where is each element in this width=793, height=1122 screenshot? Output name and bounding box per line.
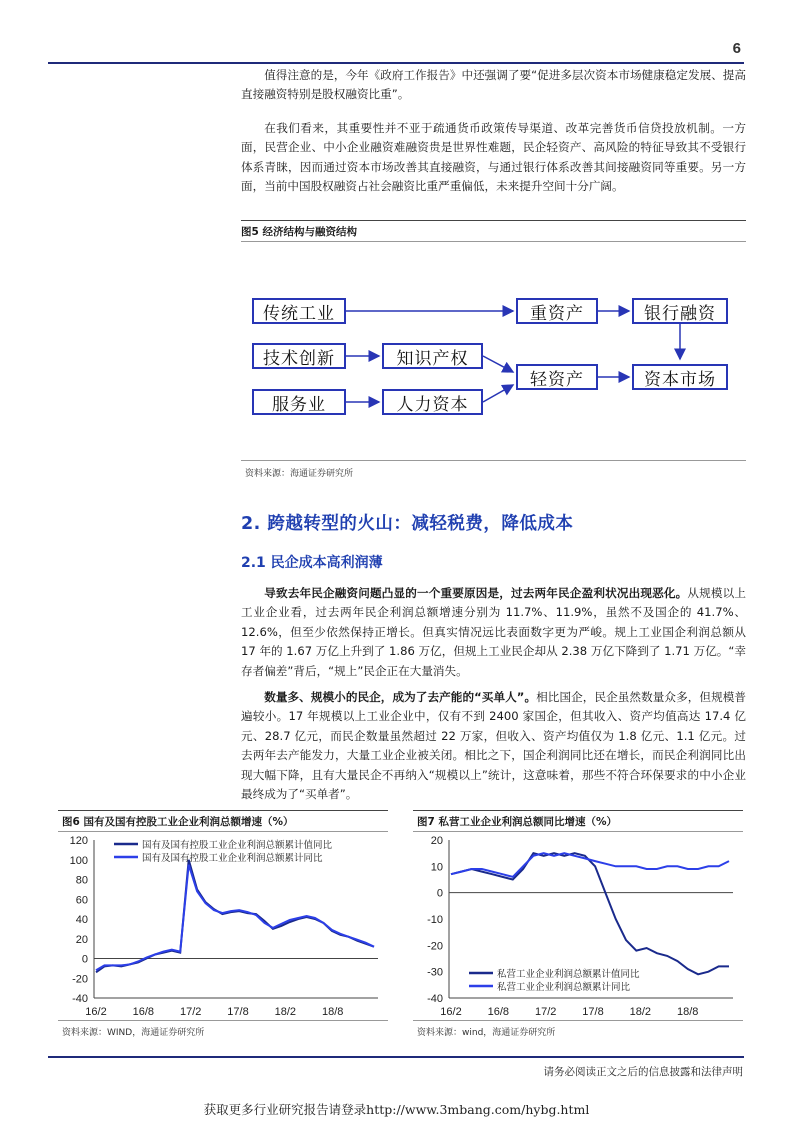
figure6-source: 资料来源：WIND，海通证券研究所 [62,1028,205,1038]
node-capital-market: 资本市场 [632,364,728,390]
figure7-chart [413,832,743,1020]
chart6-series-0 [96,860,374,973]
figure6-title: 图6 国有及国有控股工业企业利润总额增速（%） [62,816,294,828]
paragraph-3-lead: 导致去年民企融资问题凸显的一个重要原因是，过去两年民企盈利状况出现恶化。 [264,586,688,600]
chart6-xtick-5: 18/8 [321,1006,344,1018]
paragraph-3-body: 从规模以上工业企业看，过去两年民企利润总额增速分别为 11.7%、11.9%，虽然不及国企的 41.7%、12.6%，但至少依然保持正增长。但真实情况远比表面数字更为严峻。规上工业国企利润总额从 17 年的 1.67 万亿上升到了 1.86 万亿，但规上工业民企却从 2.38 万亿下降到了 1.71 万亿。“幸存者偏差”背后，“规上”民企正在大量消失。 [241,586,746,678]
chart6-xtick-1: 16/8 [132,1006,155,1018]
chart6-ytick-7: -20 [72,973,88,986]
chart6-xtick-3: 17/8 [227,1006,249,1018]
chart6-xtick-2: 17/2 [179,1006,202,1018]
chart7-ytick-1: 10 [430,861,443,874]
chart6-ytick-6: 0 [81,953,88,966]
chart7-ytick-4: -20 [427,940,443,953]
node-intellectual-property: 知识产权 [382,343,483,369]
page-number: 6 [732,40,741,57]
chart7-ytick-5: -30 [427,966,443,979]
chart6-ytick-0: 120 [69,835,88,847]
arrow-human-light [483,385,513,402]
chart7-ytick-3: -10 [427,914,443,926]
figure7-bottom-rule [413,1020,743,1021]
chart6-ytick-1: 100 [69,854,88,867]
chart6-ytick-3: 60 [75,894,88,907]
footer-rule [48,1056,744,1058]
chart7-xtick-1: 16/8 [487,1006,510,1018]
chart7-legend-label-0: 私营工业企业利润总额累计值同比 [497,969,640,980]
chart7-ytick-0: 20 [430,835,443,847]
paragraph-3 [241,584,746,681]
figure7-source: 资料来源：wind，海通证券研究所 [417,1028,556,1038]
chart7-xtick-2: 17/2 [534,1006,557,1018]
chart7-xtick-4: 18/2 [629,1006,652,1018]
node-human-capital: 人力资本 [382,389,483,415]
chart6-ytick-2: 80 [75,874,88,887]
chart7-xtick-5: 18/8 [676,1006,699,1018]
chart7-xtick-0: 16/2 [440,1006,462,1018]
section-2-title: 2. 跨越转型的火山：减轻税费，降低成本 [241,514,574,534]
figure7-title: 图7 私营工业企业利润总额同比增速（%） [417,816,617,828]
node-traditional-industry: 传统工业 [252,298,346,324]
chart6-xtick-4: 18/2 [274,1006,297,1018]
figure6-bottom-rule [58,1020,388,1021]
figure5-bottom-rule [241,460,746,461]
paragraph-4 [241,688,746,804]
figure5-title: 图5 经济结构与融资结构 [241,226,357,238]
chart7-legend-label-1: 私营工业企业利润总额累计同比 [497,982,631,993]
footer-disclaimer: 请务必阅读正文之后的信息披露和法律声明 [543,1066,743,1078]
chart6-ytick-5: 20 [75,933,88,946]
arrow-ip-light [483,356,513,372]
chart7-xtick-3: 17/8 [582,1006,604,1018]
chart6-legend-label-0: 国有及国有控股工业企业利润总额累计值同比 [142,840,333,851]
chart7-ytick-2: 0 [436,887,443,900]
figure6-top-rule [58,810,388,811]
chart6-series-1 [96,865,374,971]
figure5-source: 资料来源：海通证券研究所 [245,469,354,479]
chart6-ytick-4: 40 [75,914,88,926]
paragraph-2: 在我们看来，其重要性并不亚于疏通货币政策传导渠道、改革完善货币信贷投放机制。一方面，民营企业、中小企业融资难融资贵是世界性难题，民企轻资产、高风险的特征导致其不受银行体系青睐，因而通过资本市场改善其直接融资，与通过银行体系改善其间接融资同等重要。另一方面，当前中国股权融资占社会融资比重严重偏低，未来提升空间十分广阔。 [241,121,746,194]
node-tech-innovation: 技术创新 [252,343,346,369]
chart7-ytick-6: -40 [427,993,443,1005]
figure7-top-rule [413,810,743,811]
node-bank-financing: 银行融资 [632,298,728,324]
chart6-legend-label-1: 国有及国有控股工业企业利润总额累计同比 [142,853,323,864]
section-2-1-title: 2.1 民企成本高利润薄 [241,555,383,571]
node-light-asset: 轻资产 [516,364,598,390]
chart6-ytick-8: -40 [72,993,88,1005]
bottom-link[interactable]: 获取更多行业研究报告请登录http://www.3mbang.com/hybg.html [203,1102,590,1117]
node-heavy-asset: 重资产 [516,298,598,324]
figure6-chart [58,832,388,1020]
node-service-industry: 服务业 [252,389,346,415]
paragraph-1: 值得注意的是，今年《政府工作报告》中还强调了要“促进多层次资本市场健康稳定发展、提高直接融资特别是股权融资比重”。 [241,68,746,102]
paragraph-4-lead: 数量多、规模小的民企，成为了去产能的“买单人”。 [264,690,537,704]
chart6-xtick-0: 16/2 [85,1006,107,1018]
paragraph-4-body: 相比国企，民企虽然数量众多，但规模普遍较小。17 年规模以上工业企业中，仅有不到 2400 家国企，但其收入、资产均值高达 17.4 亿元、28.7 亿元，而民企数量虽然超过 22 万家，但收入、资产均值仅为 1.8 亿元、1.1 亿元。过去两年去产能发力，大量工业企业被关闭。相比之下，国企利润同比还在增长，而民企利润同比出现大幅下降，且有大量民企不再纳入“规模以上”统计，这意味着，那些不符合环保要求的中小企业最终成为了“买单者”。 [241,690,746,802]
